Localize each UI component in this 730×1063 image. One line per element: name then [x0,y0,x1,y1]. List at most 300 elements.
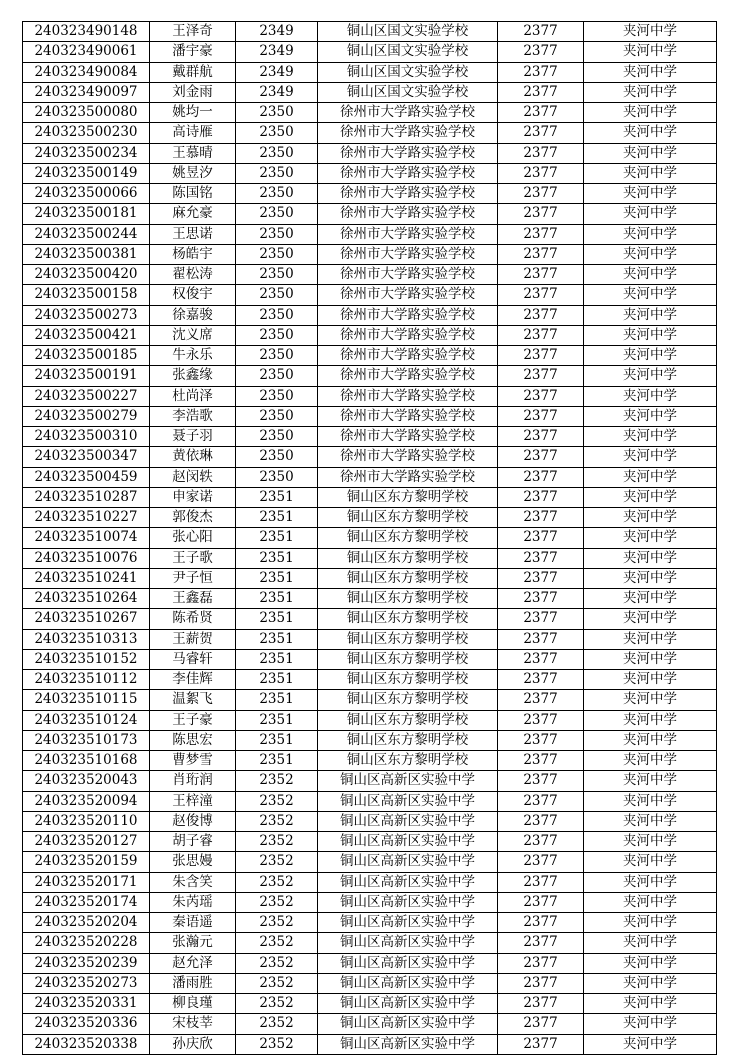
school-code-cell: 2349 [236,42,318,62]
exam-number-cell: 240323510264 [23,589,150,609]
target-school-cell: 夹河中学 [584,123,717,143]
student-name-cell: 李佳辉 [150,670,236,690]
table-row [23,994,717,1014]
school-name-cell: 徐州市大学路实验学校 [318,447,498,467]
school-name-cell: 铜山区高新区实验中学 [318,811,498,831]
target-school-cell: 夹河中学 [584,791,717,811]
student-name-cell: 王子豪 [150,710,236,730]
target-code-cell: 2377 [498,427,584,447]
school-name-cell: 铜山区高新区实验中学 [318,771,498,791]
target-code-cell: 2377 [498,42,584,62]
exam-number-cell: 240323510124 [23,710,150,730]
student-name-cell: 姚均一 [150,103,236,123]
school-code-cell: 2350 [236,366,318,386]
school-code-cell: 2352 [236,872,318,892]
table-row [23,832,717,852]
table-row [23,285,717,305]
target-school-cell: 夹河中学 [584,508,717,528]
student-name-cell: 徐嘉骏 [150,305,236,325]
school-code-cell: 2350 [236,406,318,426]
exam-number-cell: 240323500158 [23,285,150,305]
target-school-cell: 夹河中学 [584,346,717,366]
table-row [23,568,717,588]
target-school-cell: 夹河中学 [584,548,717,568]
school-name-cell: 徐州市大学路实验学校 [318,346,498,366]
school-code-cell: 2352 [236,1014,318,1034]
target-code-cell: 2377 [498,548,584,568]
school-name-cell: 徐州市大学路实验学校 [318,163,498,183]
target-school-cell: 夹河中学 [584,528,717,548]
target-school-cell: 夹河中学 [584,933,717,953]
target-code-cell: 2377 [498,62,584,82]
target-code-cell: 2377 [498,568,584,588]
exam-number-cell: 240323520228 [23,933,150,953]
table-row [23,103,717,123]
table-row [23,386,717,406]
exam-number-cell: 240323510287 [23,487,150,507]
school-name-cell: 徐州市大学路实验学校 [318,285,498,305]
exam-number-cell: 240323520336 [23,1014,150,1034]
school-name-cell: 铜山区国文实验学校 [318,62,498,82]
school-code-cell: 2352 [236,892,318,912]
target-code-cell: 2377 [498,265,584,285]
school-code-cell: 2351 [236,710,318,730]
target-code-cell: 2377 [498,22,584,42]
school-code-cell: 2352 [236,913,318,933]
school-name-cell: 徐州市大学路实验学校 [318,224,498,244]
exam-number-cell: 240323500420 [23,265,150,285]
exam-number-cell: 240323500310 [23,427,150,447]
target-school-cell: 夹河中学 [584,690,717,710]
school-name-cell: 铜山区高新区实验中学 [318,892,498,912]
exam-number-cell: 240323500273 [23,305,150,325]
target-school-cell: 夹河中学 [584,771,717,791]
school-name-cell: 铜山区国文实验学校 [318,22,498,42]
school-name-cell: 铜山区高新区实验中学 [318,913,498,933]
table-row [23,487,717,507]
school-name-cell: 徐州市大学路实验学校 [318,386,498,406]
target-code-cell: 2377 [498,467,584,487]
school-name-cell: 徐州市大学路实验学校 [318,265,498,285]
school-code-cell: 2350 [236,123,318,143]
exam-number-cell: 240323490148 [23,22,150,42]
exam-number-cell: 240323490061 [23,42,150,62]
school-name-cell: 铜山区国文实验学校 [318,42,498,62]
exam-number-cell: 240323510168 [23,751,150,771]
school-name-cell: 铜山区高新区实验中学 [318,933,498,953]
target-school-cell: 夹河中学 [584,1014,717,1034]
target-code-cell: 2377 [498,406,584,426]
target-school-cell: 夹河中学 [584,143,717,163]
student-name-cell: 陈思宏 [150,730,236,750]
student-name-cell: 宋枝莘 [150,1014,236,1034]
target-code-cell: 2377 [498,751,584,771]
table-row [23,82,717,102]
student-name-cell: 陈国铭 [150,184,236,204]
school-code-cell: 2351 [236,730,318,750]
school-code-cell: 2352 [236,832,318,852]
target-school-cell: 夹河中学 [584,872,717,892]
school-code-cell: 2351 [236,589,318,609]
exam-number-cell: 240323510227 [23,508,150,528]
table-row [23,508,717,528]
target-code-cell: 2377 [498,487,584,507]
target-code-cell: 2377 [498,143,584,163]
student-name-cell: 王梓潼 [150,791,236,811]
target-school-cell: 夹河中学 [584,305,717,325]
target-code-cell: 2377 [498,325,584,345]
school-name-cell: 铜山区东方黎明学校 [318,508,498,528]
exam-number-cell: 240323510241 [23,568,150,588]
school-name-cell: 铜山区东方黎明学校 [318,649,498,669]
target-school-cell: 夹河中学 [584,994,717,1014]
target-school-cell: 夹河中学 [584,811,717,831]
target-code-cell: 2377 [498,103,584,123]
exam-number-cell: 240323490097 [23,82,150,102]
student-name-cell: 王泽奇 [150,22,236,42]
student-name-cell: 黄依琳 [150,447,236,467]
target-school-cell: 夹河中学 [584,184,717,204]
table-row [23,1014,717,1034]
table-row [23,690,717,710]
school-code-cell: 2352 [236,1034,318,1054]
roster-body [23,22,717,1055]
target-code-cell: 2377 [498,609,584,629]
exam-number-cell: 240323500191 [23,366,150,386]
target-school-cell: 夹河中学 [584,751,717,771]
school-name-cell: 铜山区高新区实验中学 [318,973,498,993]
exam-number-cell: 240323510313 [23,629,150,649]
target-school-cell: 夹河中学 [584,42,717,62]
exam-number-cell: 240323500234 [23,143,150,163]
target-school-cell: 夹河中学 [584,649,717,669]
student-name-cell: 尹子恒 [150,568,236,588]
school-name-cell: 徐州市大学路实验学校 [318,184,498,204]
student-name-cell: 聂子羽 [150,427,236,447]
student-name-cell: 麻允豪 [150,204,236,224]
student-name-cell: 胡子睿 [150,832,236,852]
table-row [23,427,717,447]
student-name-cell: 翟松涛 [150,265,236,285]
exam-number-cell: 240323500381 [23,244,150,264]
target-school-cell: 夹河中学 [584,204,717,224]
school-name-cell: 铜山区东方黎明学校 [318,487,498,507]
student-name-cell: 高诗雁 [150,123,236,143]
school-code-cell: 2349 [236,62,318,82]
target-school-cell: 夹河中学 [584,224,717,244]
table-row [23,22,717,42]
table-row [23,265,717,285]
target-school-cell: 夹河中学 [584,366,717,386]
exam-number-cell: 240323510074 [23,528,150,548]
school-name-cell: 徐州市大学路实验学校 [318,123,498,143]
exam-number-cell: 240323520273 [23,973,150,993]
target-code-cell: 2377 [498,852,584,872]
school-name-cell: 铜山区高新区实验中学 [318,1034,498,1054]
school-code-cell: 2351 [236,690,318,710]
exam-number-cell: 240323500421 [23,325,150,345]
school-code-cell: 2350 [236,163,318,183]
target-code-cell: 2377 [498,528,584,548]
table-row [23,325,717,345]
school-name-cell: 徐州市大学路实验学校 [318,366,498,386]
school-name-cell: 徐州市大学路实验学校 [318,244,498,264]
target-school-cell: 夹河中学 [584,406,717,426]
target-code-cell: 2377 [498,285,584,305]
target-code-cell: 2377 [498,123,584,143]
school-name-cell: 徐州市大学路实验学校 [318,467,498,487]
table-row [23,224,717,244]
student-name-cell: 姚昱汐 [150,163,236,183]
student-name-cell: 秦语遥 [150,913,236,933]
student-name-cell: 权俊宇 [150,285,236,305]
target-school-cell: 夹河中学 [584,386,717,406]
table-row [23,670,717,690]
school-code-cell: 2352 [236,994,318,1014]
student-name-cell: 潘雨胜 [150,973,236,993]
target-school-cell: 夹河中学 [584,832,717,852]
table-row [23,771,717,791]
school-code-cell: 2352 [236,791,318,811]
school-code-cell: 2351 [236,487,318,507]
target-school-cell: 夹河中学 [584,973,717,993]
school-name-cell: 徐州市大学路实验学校 [318,305,498,325]
table-row [23,892,717,912]
table-row [23,305,717,325]
student-name-cell: 戴群航 [150,62,236,82]
target-school-cell: 夹河中学 [584,244,717,264]
exam-number-cell: 240323520331 [23,994,150,1014]
target-code-cell: 2377 [498,184,584,204]
exam-number-cell: 240323520204 [23,913,150,933]
student-name-cell: 肖珩润 [150,771,236,791]
target-school-cell: 夹河中学 [584,103,717,123]
school-name-cell: 铜山区东方黎明学校 [318,589,498,609]
school-name-cell: 铜山区东方黎明学校 [318,751,498,771]
school-code-cell: 2351 [236,528,318,548]
table-row [23,710,717,730]
target-code-cell: 2377 [498,649,584,669]
table-row [23,751,717,771]
target-code-cell: 2377 [498,872,584,892]
target-code-cell: 2377 [498,508,584,528]
school-code-cell: 2352 [236,953,318,973]
student-name-cell: 孙庆欣 [150,1034,236,1054]
student-name-cell: 张瀚元 [150,933,236,953]
exam-number-cell: 240323520159 [23,852,150,872]
table-row [23,852,717,872]
student-name-cell: 郭俊杰 [150,508,236,528]
school-name-cell: 铜山区高新区实验中学 [318,832,498,852]
target-school-cell: 夹河中学 [584,285,717,305]
target-code-cell: 2377 [498,811,584,831]
table-row [23,366,717,386]
target-code-cell: 2377 [498,892,584,912]
exam-number-cell: 240323520338 [23,1034,150,1054]
student-name-cell: 赵允泽 [150,953,236,973]
table-row [23,467,717,487]
exam-number-cell: 240323520174 [23,892,150,912]
exam-number-cell: 240323520171 [23,872,150,892]
target-school-cell: 夹河中学 [584,730,717,750]
table-row [23,204,717,224]
exam-number-cell: 240323500181 [23,204,150,224]
target-code-cell: 2377 [498,791,584,811]
school-name-cell: 铜山区高新区实验中学 [318,791,498,811]
exam-number-cell: 240323520110 [23,811,150,831]
exam-number-cell: 240323500185 [23,346,150,366]
student-name-cell: 马睿轩 [150,649,236,669]
table-row [23,791,717,811]
student-name-cell: 刘金雨 [150,82,236,102]
target-school-cell: 夹河中学 [584,892,717,912]
table-row [23,933,717,953]
exam-number-cell: 240323500080 [23,103,150,123]
school-name-cell: 铜山区东方黎明学校 [318,690,498,710]
target-code-cell: 2377 [498,447,584,467]
exam-number-cell: 240323500066 [23,184,150,204]
school-code-cell: 2350 [236,467,318,487]
school-name-cell: 铜山区高新区实验中学 [318,994,498,1014]
school-code-cell: 2350 [236,305,318,325]
table-row [23,609,717,629]
school-code-cell: 2351 [236,629,318,649]
school-code-cell: 2350 [236,143,318,163]
school-code-cell: 2352 [236,852,318,872]
school-code-cell: 2350 [236,447,318,467]
target-code-cell: 2377 [498,386,584,406]
student-name-cell: 王薪贺 [150,629,236,649]
target-school-cell: 夹河中学 [584,710,717,730]
table-row [23,62,717,82]
exam-number-cell: 240323520043 [23,771,150,791]
student-name-cell: 朱含笑 [150,872,236,892]
table-row [23,528,717,548]
target-school-cell: 夹河中学 [584,265,717,285]
school-code-cell: 2350 [236,386,318,406]
target-code-cell: 2377 [498,953,584,973]
exam-number-cell: 240323510076 [23,548,150,568]
school-name-cell: 徐州市大学路实验学校 [318,406,498,426]
target-code-cell: 2377 [498,346,584,366]
exam-number-cell: 240323500347 [23,447,150,467]
table-row [23,406,717,426]
school-code-cell: 2350 [236,427,318,447]
target-school-cell: 夹河中学 [584,427,717,447]
target-school-cell: 夹河中学 [584,82,717,102]
table-row [23,953,717,973]
target-code-cell: 2377 [498,832,584,852]
table-row [23,730,717,750]
student-name-cell: 张心阳 [150,528,236,548]
exam-number-cell: 240323500227 [23,386,150,406]
school-name-cell: 铜山区东方黎明学校 [318,710,498,730]
target-school-cell: 夹河中学 [584,953,717,973]
exam-number-cell: 240323500230 [23,123,150,143]
school-name-cell: 徐州市大学路实验学校 [318,103,498,123]
school-code-cell: 2350 [236,204,318,224]
target-code-cell: 2377 [498,690,584,710]
target-school-cell: 夹河中学 [584,447,717,467]
table-row [23,548,717,568]
school-code-cell: 2351 [236,751,318,771]
target-school-cell: 夹河中学 [584,325,717,345]
school-name-cell: 徐州市大学路实验学校 [318,427,498,447]
student-name-cell: 申家诺 [150,487,236,507]
school-name-cell: 铜山区东方黎明学校 [318,609,498,629]
target-code-cell: 2377 [498,366,584,386]
target-school-cell: 夹河中学 [584,629,717,649]
target-school-cell: 夹河中学 [584,487,717,507]
school-code-cell: 2350 [236,184,318,204]
school-code-cell: 2350 [236,244,318,264]
school-code-cell: 2351 [236,508,318,528]
school-name-cell: 铜山区东方黎明学校 [318,528,498,548]
exam-number-cell: 240323510152 [23,649,150,669]
exam-number-cell: 240323500459 [23,467,150,487]
school-code-cell: 2350 [236,285,318,305]
school-name-cell: 铜山区高新区实验中学 [318,1014,498,1034]
target-code-cell: 2377 [498,710,584,730]
target-school-cell: 夹河中学 [584,609,717,629]
school-code-cell: 2351 [236,649,318,669]
target-code-cell: 2377 [498,244,584,264]
student-name-cell: 赵闵轶 [150,467,236,487]
table-row [23,649,717,669]
table-row [23,913,717,933]
school-code-cell: 2351 [236,609,318,629]
table-row [23,811,717,831]
school-code-cell: 2350 [236,224,318,244]
school-code-cell: 2352 [236,811,318,831]
target-code-cell: 2377 [498,224,584,244]
school-code-cell: 2350 [236,265,318,285]
school-name-cell: 徐州市大学路实验学校 [318,204,498,224]
school-code-cell: 2351 [236,548,318,568]
target-school-cell: 夹河中学 [584,163,717,183]
table-row [23,346,717,366]
student-name-cell: 沈义席 [150,325,236,345]
target-school-cell: 夹河中学 [584,467,717,487]
exam-number-cell: 240323510173 [23,730,150,750]
exam-number-cell: 240323520127 [23,832,150,852]
school-name-cell: 铜山区高新区实验中学 [318,953,498,973]
school-name-cell: 铜山区东方黎明学校 [318,730,498,750]
target-code-cell: 2377 [498,913,584,933]
student-name-cell: 王子歌 [150,548,236,568]
target-code-cell: 2377 [498,204,584,224]
school-code-cell: 2350 [236,325,318,345]
school-name-cell: 铜山区东方黎明学校 [318,568,498,588]
target-code-cell: 2377 [498,629,584,649]
school-name-cell: 铜山区国文实验学校 [318,82,498,102]
school-code-cell: 2350 [236,346,318,366]
target-code-cell: 2377 [498,933,584,953]
student-name-cell: 李浩歌 [150,406,236,426]
school-name-cell: 铜山区东方黎明学校 [318,629,498,649]
target-code-cell: 2377 [498,82,584,102]
school-name-cell: 徐州市大学路实验学校 [318,143,498,163]
table-row [23,1034,717,1054]
target-school-cell: 夹河中学 [584,670,717,690]
exam-number-cell: 240323490084 [23,62,150,82]
student-name-cell: 赵俊博 [150,811,236,831]
school-code-cell: 2351 [236,568,318,588]
admission-roster-table [22,21,717,1055]
school-code-cell: 2351 [236,670,318,690]
school-code-cell: 2352 [236,771,318,791]
student-name-cell: 张鑫缘 [150,366,236,386]
